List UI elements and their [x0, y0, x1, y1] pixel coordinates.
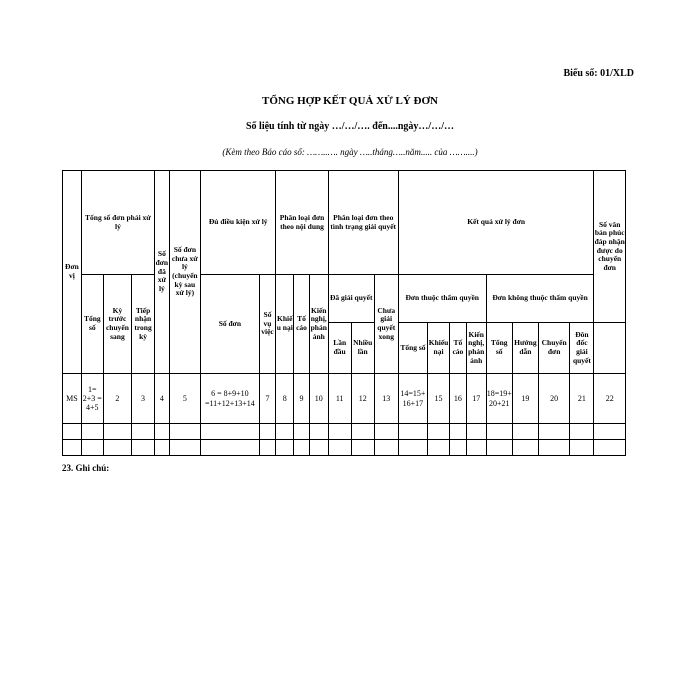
- code-cell: 19: [512, 374, 538, 424]
- table-cell[interactable]: [486, 424, 512, 440]
- table-cell[interactable]: [155, 424, 170, 440]
- table-row: [63, 424, 626, 440]
- table-cell[interactable]: [132, 440, 155, 456]
- table-cell[interactable]: [103, 424, 131, 440]
- header-total-to-process: Tổng số đơn phải xử lý: [81, 171, 154, 275]
- table-cell[interactable]: [594, 424, 626, 440]
- header-processed-count: Số đơn đã xử lý: [155, 171, 170, 374]
- table-cell[interactable]: [570, 440, 594, 456]
- table-cell[interactable]: [169, 424, 200, 440]
- table-cell[interactable]: [309, 440, 328, 456]
- header-in-authority: Đơn thuộc thẩm quyền: [398, 275, 486, 323]
- table-cell[interactable]: [450, 424, 467, 440]
- code-cell: 17: [466, 374, 486, 424]
- table-cell[interactable]: [538, 440, 569, 456]
- header-unresolved: Chưa giải quyết xong: [374, 275, 398, 374]
- table-cell[interactable]: [309, 424, 328, 440]
- header-received: Tiếp nhận trong kỳ: [132, 275, 155, 374]
- table-cell[interactable]: [276, 424, 294, 440]
- table-cell[interactable]: [398, 424, 427, 440]
- code-cell: 7: [259, 374, 276, 424]
- table-cell[interactable]: [486, 440, 512, 456]
- code-cell: 9: [294, 374, 310, 424]
- table-cell[interactable]: [351, 424, 374, 440]
- code-cell: 14=15+ 16+17: [398, 374, 427, 424]
- table-cell[interactable]: [450, 440, 467, 456]
- header-unprocessed: Số đơn chưa xử lý (chuyển kỳ sau xử lý): [169, 171, 200, 374]
- report-title: TỔNG HỢP KẾT QUẢ XỬ LÝ ĐƠN: [261, 95, 439, 107]
- table-cell[interactable]: [294, 424, 310, 440]
- table-cell[interactable]: [466, 424, 486, 440]
- header-petition2: Kiến nghị, phản ánh: [466, 323, 486, 374]
- table-cell[interactable]: [63, 440, 82, 456]
- table-row: [63, 440, 626, 456]
- header-first-time: Lần đầu: [328, 323, 351, 374]
- header-results: Kết quả xử lý đơn: [398, 171, 594, 275]
- code-cell: 22: [594, 374, 626, 424]
- table-cell[interactable]: [538, 424, 569, 440]
- table-cell[interactable]: [201, 424, 260, 440]
- table-cell[interactable]: [132, 424, 155, 440]
- header-resolved: Đã giải quyết: [328, 275, 374, 323]
- table-cell[interactable]: [374, 424, 398, 440]
- header-denunciation: Tố cáo: [294, 275, 310, 374]
- header-eligible: Đủ điều kiện xử lý: [201, 171, 276, 275]
- table-cell[interactable]: [594, 440, 626, 456]
- header-by-status: Phân loại đơn theo tình trạng giải quyết: [328, 171, 398, 275]
- table-cell[interactable]: [328, 424, 351, 440]
- code-cell: 15: [428, 374, 450, 424]
- attachment-note: (Kèm theo Báo cáo số: ……..…. ngày …..tháng…..năm..... của ……....): [222, 147, 478, 157]
- header-by-content: Phân loại đơn theo nội dung: [276, 171, 328, 275]
- code-cell: 4: [155, 374, 170, 424]
- code-cell: 1= 2+3 = 4+5: [81, 374, 103, 424]
- header-complaint: Khiếu nại: [276, 275, 294, 374]
- header-num-cases: Số vụ việc: [259, 275, 276, 374]
- header-total2: Tổng số: [398, 323, 427, 374]
- header-num-apps: Số đơn: [201, 275, 260, 374]
- table-cell[interactable]: [374, 440, 398, 456]
- table-cell[interactable]: [81, 440, 103, 456]
- code-cell: 5: [169, 374, 200, 424]
- table-cell[interactable]: [512, 440, 538, 456]
- table-cell[interactable]: [466, 440, 486, 456]
- table-cell[interactable]: [428, 424, 450, 440]
- header-complaint2: Khiếu nại: [428, 323, 450, 374]
- code-cell: 18=19+ 20+21: [486, 374, 512, 424]
- code-cell: 11: [328, 374, 351, 424]
- header-total: Tổng số: [81, 275, 103, 374]
- table-cell[interactable]: [294, 440, 310, 456]
- table-cell[interactable]: [259, 424, 276, 440]
- form-code: Biểu số: 01/XLD: [563, 68, 634, 79]
- summary-table: [62, 170, 626, 456]
- header-total3: Tổng số: [486, 323, 512, 374]
- code-cell: 6 = 8+9+10 =11+12+13+14: [201, 374, 260, 424]
- code-cell: 10: [309, 374, 328, 424]
- table-cell[interactable]: [103, 440, 131, 456]
- report-period: Số liệu tính từ ngày …/…/…. đến....ngày…/…/…: [246, 121, 454, 132]
- code-cell: 3: [132, 374, 155, 424]
- code-cell: 12: [351, 374, 374, 424]
- header-reply-empty: [594, 323, 626, 374]
- table-cell[interactable]: [398, 440, 427, 456]
- code-cell: MS: [63, 374, 82, 424]
- code-cell: 21: [570, 374, 594, 424]
- table-cell[interactable]: [428, 440, 450, 456]
- table-cell[interactable]: [351, 440, 374, 456]
- table-cell[interactable]: [81, 424, 103, 440]
- table-cell[interactable]: [169, 440, 200, 456]
- table-cell[interactable]: [201, 440, 260, 456]
- header-prev-period: Kỳ trước chuyển sang: [103, 275, 131, 374]
- header-urge: Đôn đốc giải quyết: [570, 323, 594, 374]
- code-cell: 20: [538, 374, 569, 424]
- table-cell[interactable]: [328, 440, 351, 456]
- header-guidance: Hướng dẫn: [512, 323, 538, 374]
- header-denunciation2: Tố cáo: [450, 323, 467, 374]
- table-cell[interactable]: [259, 440, 276, 456]
- table-cell[interactable]: [570, 424, 594, 440]
- header-reply-docs: Số văn bản phúc đáp nhận được do chuyển đơn: [594, 171, 626, 323]
- header-many-times: Nhiều lần: [351, 323, 374, 374]
- table-cell[interactable]: [276, 440, 294, 456]
- table-cell[interactable]: [63, 424, 82, 440]
- header-petition: Kiến nghị, phản ánh: [309, 275, 328, 374]
- header-not-authority: Đơn không thuộc thẩm quyền: [486, 275, 594, 323]
- header-unit: Đơn vị: [63, 171, 82, 374]
- code-row: [63, 374, 626, 424]
- table-cell[interactable]: [512, 424, 538, 440]
- code-cell: 2: [103, 374, 131, 424]
- header-transfer: Chuyển đơn: [538, 323, 569, 374]
- table-cell[interactable]: [155, 440, 170, 456]
- notes-label: 23. Ghi chú:: [62, 463, 110, 473]
- code-cell: 13: [374, 374, 398, 424]
- code-cell: 16: [450, 374, 467, 424]
- code-cell: 8: [276, 374, 294, 424]
